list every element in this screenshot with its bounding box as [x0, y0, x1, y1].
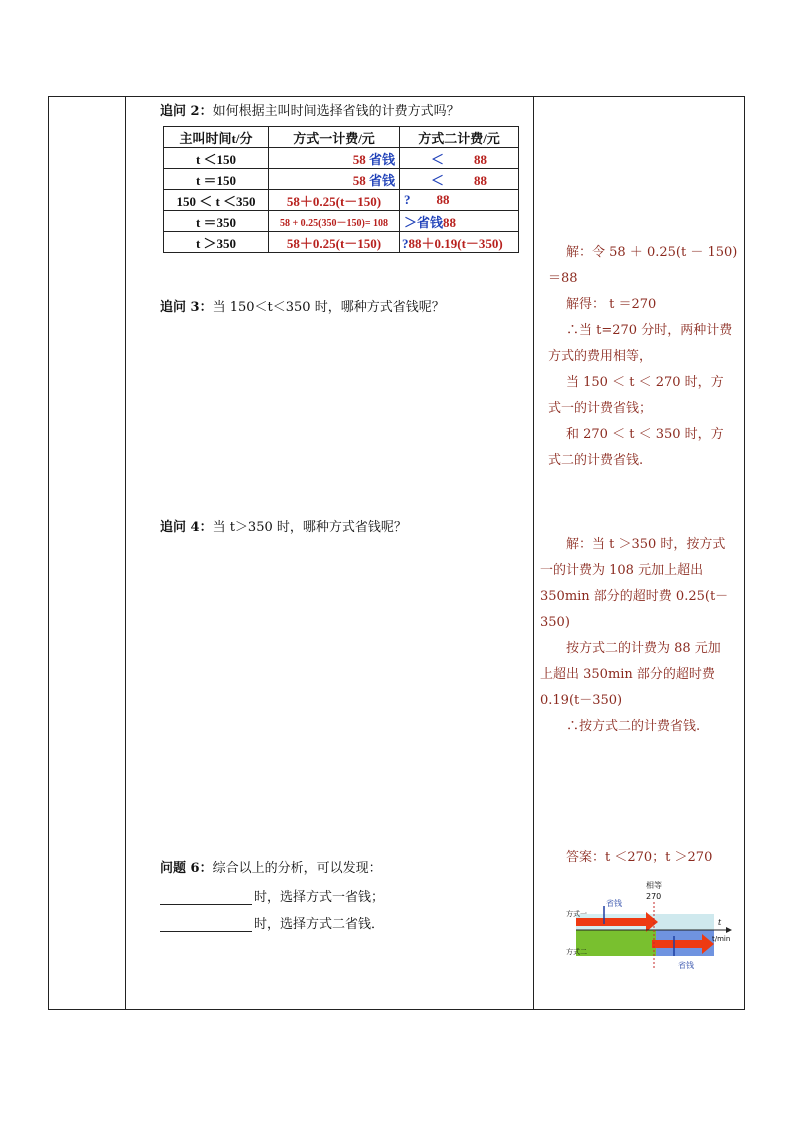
- table-cell-cond: 150 ＜ t ＜350: [164, 190, 269, 211]
- label-save1: 省钱: [606, 899, 622, 908]
- time-axis-arrow: [726, 927, 732, 933]
- comparison-diagram: [566, 878, 738, 974]
- save-note: 省钱: [368, 151, 395, 167]
- table-header-way2: 方式二计费/元: [400, 127, 519, 148]
- answer-line: 答案：t ＜270；t ＞270: [566, 850, 713, 865]
- solution-2: [540, 532, 728, 740]
- table-cell-way1: [269, 148, 400, 169]
- save-note: 省钱: [417, 214, 444, 230]
- question-6-line-2: [160, 913, 384, 932]
- solution-2-line: 上超出 350min 部分的超时费: [540, 667, 715, 682]
- label-axis-t: t: [718, 918, 722, 927]
- solution-1-line: ＝88: [548, 271, 578, 286]
- column-divider-2: [533, 97, 534, 1009]
- table-header-time: 主叫时间t/分: [164, 127, 269, 148]
- question-4: [160, 516, 407, 535]
- label-way1: 方式一: [566, 910, 587, 918]
- table-cell-way1: 58 + 0.25(350－150)= 108: [269, 211, 400, 232]
- solution-2-line: 一的计费为 108 元加上超出: [540, 563, 704, 578]
- value-way1: 58: [352, 172, 366, 188]
- question-2: [160, 100, 460, 119]
- label-270: 270: [646, 892, 662, 901]
- value-way2: 88: [474, 172, 487, 188]
- compare-symbol: ＜: [430, 151, 444, 167]
- question-6-line-2-text: 时，选择方式二省钱．: [254, 917, 385, 932]
- fee-table: [163, 126, 519, 253]
- question-4-label: 追问 4：: [160, 520, 213, 535]
- way1-after-bar: [656, 914, 714, 930]
- arrow-way2-body: [652, 940, 702, 948]
- table-row: [164, 232, 519, 253]
- value-way2: 88＋0.19(t－350): [408, 235, 503, 251]
- solution-1-line: 当 150 ＜ t ＜ 270 时，方: [566, 375, 724, 390]
- solution-1-line: 和 270 ＜ t ＜ 350 时，方: [566, 427, 724, 442]
- table-cell-way1: 58＋0.25(t－150): [269, 190, 400, 211]
- table-cell-way2: [400, 232, 519, 253]
- table-row: [164, 148, 519, 169]
- value-way1: 58: [352, 151, 366, 167]
- answer-blank-2: [160, 919, 252, 932]
- question-2-label: 追问 2：: [160, 104, 213, 119]
- table-cell-cond: t ＝150: [164, 169, 269, 190]
- solution-1-line: 解得： t ＝270: [566, 297, 657, 312]
- table-cell-way2: [400, 211, 519, 232]
- label-way2: 方式二: [566, 948, 587, 956]
- table-cell-cond: t ＝350: [164, 211, 269, 232]
- table-row: [164, 169, 519, 190]
- solution-1-line: 方式的费用相等，: [548, 349, 653, 364]
- question-6: [160, 857, 382, 876]
- table-row: [164, 190, 519, 211]
- question-6-line-1: [160, 886, 384, 905]
- question-3-text: 当 150＜t＜350 时，哪种方式省钱呢？: [212, 300, 445, 315]
- table-cell-way2: [400, 169, 519, 190]
- question-3: [160, 296, 445, 315]
- value-way2: 88: [443, 214, 457, 230]
- question-3-label: 追问 3：: [160, 300, 213, 315]
- label-save2: 省钱: [678, 961, 694, 970]
- table-cell-way1: [269, 169, 400, 190]
- question-6-line-1-text: 时，选择方式一省钱；: [254, 890, 385, 905]
- solution-2-line: 按方式二的计费为 88 元加: [566, 641, 721, 656]
- solution-1-line: 解：令 58 ＋ 0.25(t － 150): [566, 245, 738, 260]
- compare-symbol: ＞: [404, 214, 418, 230]
- compare-symbol: ?: [404, 192, 411, 207]
- question-4-text: 当 t＞350 时，哪种方式省钱呢？: [212, 520, 407, 535]
- compare-symbol: ?: [402, 235, 409, 251]
- value-way2: 88: [436, 192, 450, 207]
- question-2-text: 如何根据主叫时间选择省钱的计费方式吗？: [212, 104, 460, 119]
- solution-1-line: 式一的计费省钱；: [548, 401, 653, 416]
- table-header-row: [164, 127, 519, 148]
- table-cell-cond: t ＜150: [164, 148, 269, 169]
- table-cell-way2: [400, 190, 519, 211]
- label-equal: 相等: [646, 881, 662, 890]
- column-divider-1: [125, 97, 126, 1009]
- arrow-way1-body: [576, 918, 646, 926]
- table-cell-way2: [400, 148, 519, 169]
- solution-2-line: 0.19(t－350): [540, 693, 623, 708]
- table-cell-cond: t ＞350: [164, 232, 269, 253]
- question-6-text: 综合以上的分析，可以发现：: [212, 861, 382, 876]
- answer-blank-1: [160, 892, 252, 905]
- solution-1-line: ∴当 t=270 分时，两种计费: [566, 323, 733, 338]
- solution-2-line: 350min 部分的超时费 0.25(t－: [540, 589, 729, 604]
- table-cell-way1: 58＋0.25(t－150): [269, 232, 400, 253]
- way2-before-bar: [576, 930, 656, 956]
- solution-2-line: 350): [540, 615, 570, 630]
- solution-2-line: ∴按方式二的计费省钱.: [566, 719, 701, 734]
- label-axis-unit: t/min: [712, 935, 731, 943]
- solution-1-line: 式二的计费省钱.: [548, 453, 644, 468]
- solution-1: [548, 240, 737, 474]
- table-header-way1: 方式一计费/元: [269, 127, 400, 148]
- question-6-label: 问题 6：: [160, 861, 213, 876]
- table-row: [164, 211, 519, 232]
- save-note: 省钱: [368, 172, 395, 188]
- solution-2-line: 解：当 t ＞350 时，按方式: [566, 537, 726, 552]
- compare-symbol: ＜: [430, 172, 444, 188]
- value-way2: 88: [474, 151, 487, 167]
